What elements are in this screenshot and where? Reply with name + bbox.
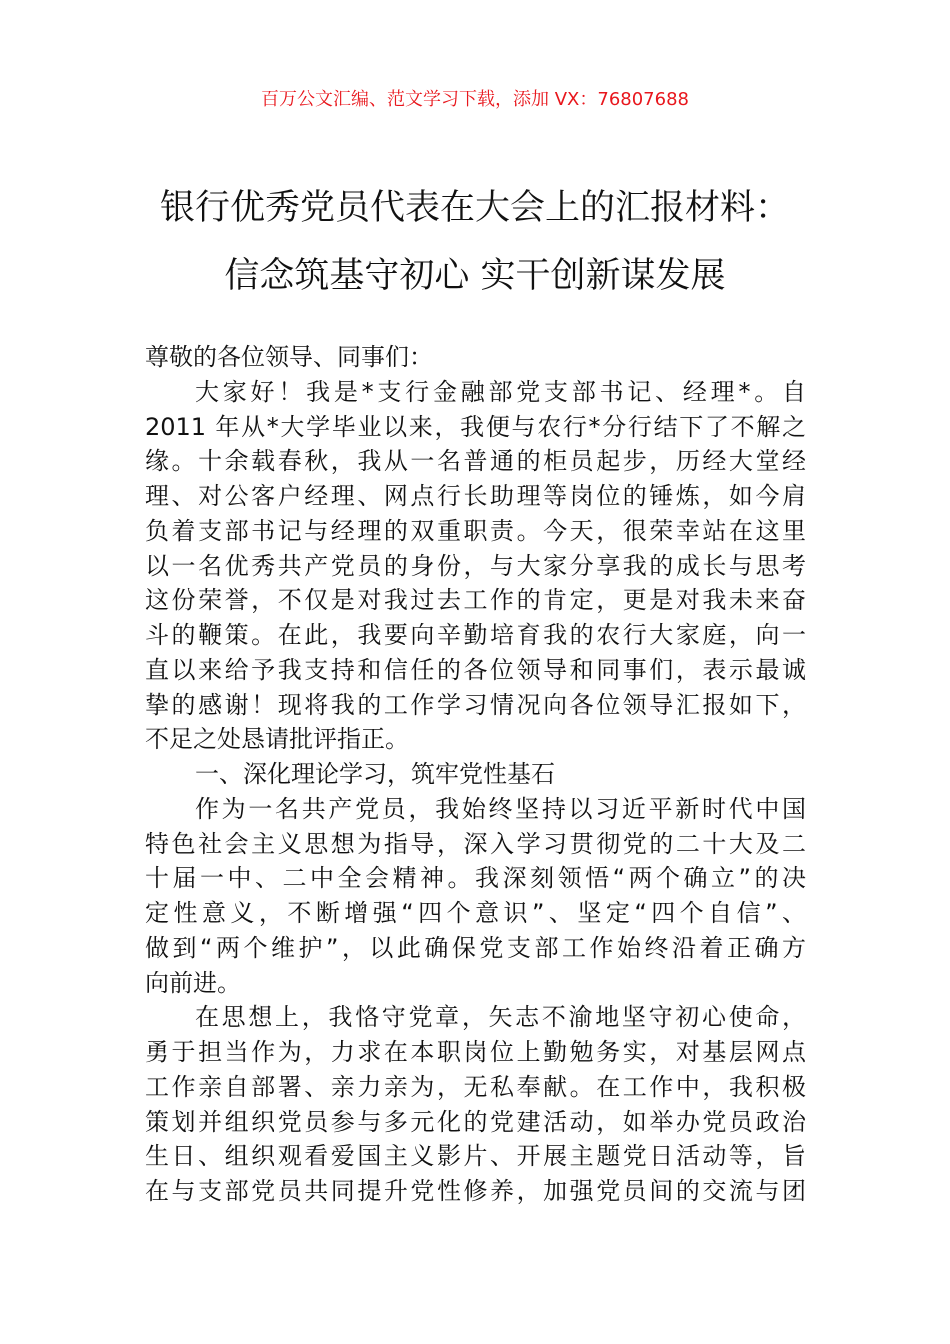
text-line: 这份荣誉，不仅是对我过去工作的肯定，更是对我未来奋 [145, 586, 806, 615]
text-line: 十届一中、二中全会精神。我深刻领悟“两个确立”的决 [145, 864, 806, 893]
text-line: 在思想上，我恪守党章，矢志不渝地坚守初心使命， [195, 1003, 806, 1032]
paragraph [145, 792, 806, 1001]
text-line: 勇于担当作为，力求在本职岗位上勤勉务实，对基层网点 [145, 1038, 806, 1066]
text-line: 不足之处恳请批评指正。 [145, 725, 409, 754]
text-line: 特色社会主义思想为指导，深入学习贯彻党的二十大及二 [145, 829, 806, 858]
text-line: 尊敬的各位领导、同事们： [145, 343, 433, 371]
watermark-banner: 百万公文汇编、范文学习下载，添加 VX：76807688 [261, 89, 689, 110]
text-line: 斗的鞭策。在此，我要向辛勤培育我的农行大家庭，向一 [145, 621, 806, 649]
text-line: 策划并组织党员参与多元化的党建活动，如举办党员政治 [145, 1107, 806, 1136]
text-line: 在与支部党员共同提升党性修养，加强党员间的交流与团 [145, 1177, 806, 1205]
paragraph [145, 340, 806, 375]
text-line: 挚的感谢！现将我的工作学习情况向各位领导汇报如下， [145, 690, 806, 719]
text-line: 工作亲自部署、亲力亲为，无私奉献。在工作中，我积极 [145, 1072, 806, 1101]
document-title-line-1: 银行优秀党员代表在大会上的汇报材料： [159, 188, 790, 228]
text-line: 大家好！我是*支行金融部党支部书记、经理*。自 [195, 377, 806, 406]
text-line: 理、对公客户经理、网点行长助理等岗位的锤炼，如今肩 [145, 482, 806, 510]
text-line: 负着支部书记与经理的双重职责。今天，很荣幸站在这里 [145, 516, 806, 545]
text-line: 以一名优秀共产党员的身份，与大家分享我的成长与思考 [145, 551, 806, 580]
text-line: 生日、组织观看爱国主义影片、开展主题党日活动等，旨 [145, 1142, 806, 1171]
document-title-line-2: 信念筑基守初心 实干创新谋发展 [224, 256, 726, 296]
paragraph [145, 757, 806, 792]
text-line: 定性意义，不断增强“四个意识”、坚定“四个自信”、 [145, 899, 806, 927]
document-body [145, 340, 806, 1209]
text-line: 一、深化理论学习，筑牢党性基石 [195, 760, 555, 788]
text-line: 2011 年从*大学毕业以来，我便与农行*分行结下了不解之 [145, 412, 806, 441]
text-line: 向前进。 [145, 968, 241, 997]
text-line: 做到“两个维护”，以此确保党支部工作始终沿着正确方 [145, 933, 806, 962]
paragraph [145, 375, 806, 757]
paragraph [145, 1000, 806, 1209]
text-line: 直以来给予我支持和信任的各位领导和同事们，表示最诚 [145, 655, 806, 684]
text-line: 缘。十余载春秋，我从一名普通的柜员起步，历经大堂经 [145, 447, 806, 476]
text-line: 作为一名共产党员，我始终坚持以习近平新时代中国 [195, 794, 806, 823]
